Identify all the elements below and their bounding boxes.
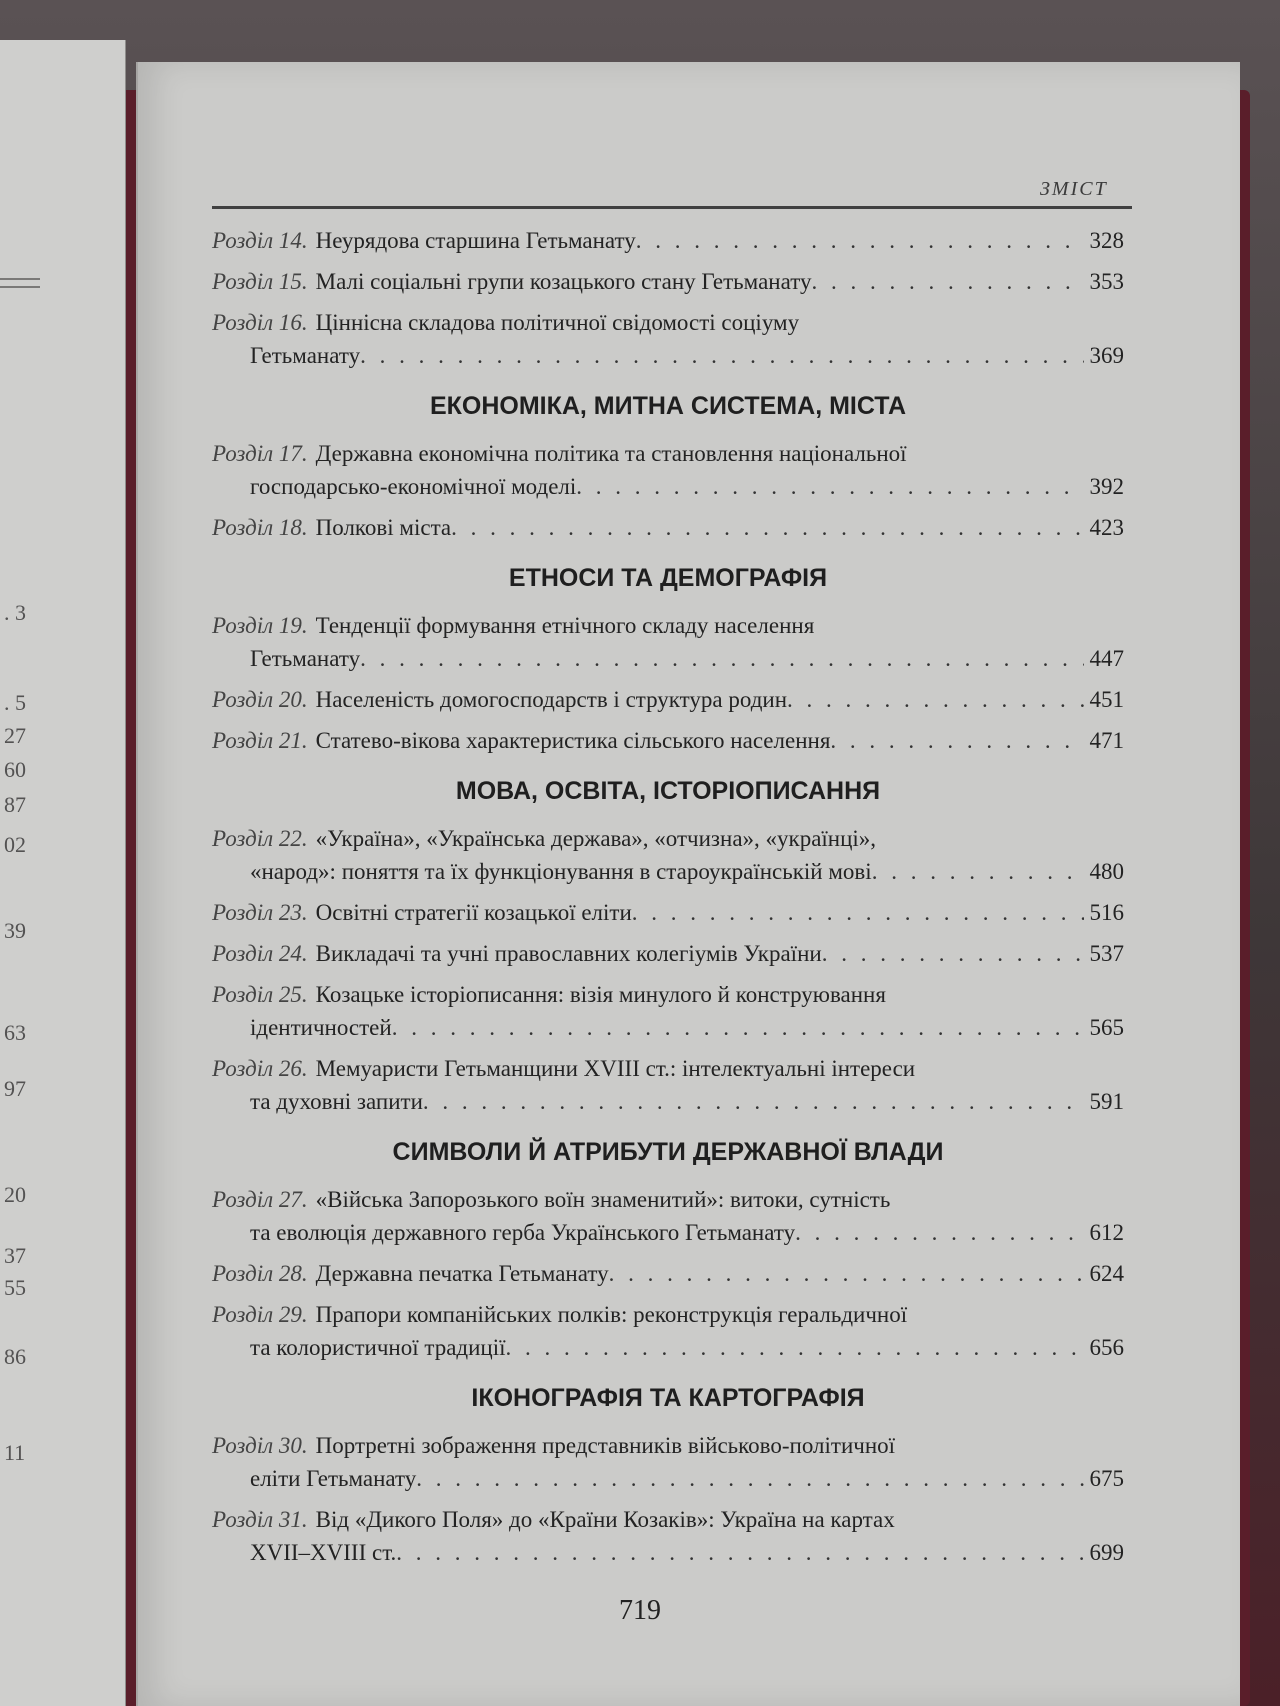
chapter-label: Розділ 28. [212, 1261, 308, 1286]
chapter-page-number: 656 [1089, 1335, 1124, 1360]
chapter-title: Державна економічна політика та становлення національної [315, 441, 907, 466]
dot-leader [632, 896, 1084, 929]
left-page-rule [0, 278, 40, 280]
toc-entry-line [212, 1298, 1124, 1331]
section-heading: СИМВОЛИ Й АТРИБУТИ ДЕРЖАВНОЇ ВЛАДИ [392, 1138, 944, 1166]
section-heading: ЕТНОСИ ТА ДЕМОГРАФІЯ [508, 564, 828, 592]
chapter-title: Прапори компанійських полків: реконструкція геральдичної [315, 1302, 908, 1327]
chapter-page-number: 369 [1089, 343, 1124, 368]
toc-entry-line [212, 683, 1124, 716]
chapter-page-number: 451 [1089, 687, 1124, 712]
toc-entry-line [212, 896, 1124, 929]
toc-entry [212, 896, 1124, 929]
dot-leader [872, 855, 1084, 888]
dot-leader [830, 724, 1083, 757]
chapter-page-number: 675 [1089, 1466, 1124, 1491]
left-page-number: 39 [4, 918, 26, 943]
left-page-number: 27 [4, 723, 26, 748]
left-page-number: 97 [4, 1076, 26, 1101]
chapter-label: Розділ 19. [212, 613, 308, 638]
left-page-number: 02 [4, 832, 26, 857]
toc-entry-line [212, 511, 1124, 544]
toc-entry [212, 937, 1124, 970]
dot-leader [787, 683, 1083, 716]
toc-entry [212, 306, 1124, 372]
running-head: ЗМІСТ [1040, 178, 1108, 200]
toc-entry-line [212, 1462, 1124, 1495]
chapter-title: Від «Дикого Поля» до «Країни Козаків»: Україна на картах [315, 1507, 895, 1532]
toc-entry-line [212, 822, 1124, 855]
toc-entry-line [212, 339, 1124, 372]
chapter-page-number: 353 [1089, 269, 1124, 294]
toc-entry-line [212, 1503, 1124, 1536]
chapter-title: Портретні зображення представників військово-політичної [315, 1433, 896, 1458]
chapter-label: Розділ 25. [212, 982, 308, 1007]
toc-entry-line [212, 1052, 1124, 1085]
chapter-title: Мемуаристи Гетьманщини XVIII ст.: інтелектуальні інтереси [315, 1056, 916, 1081]
section-heading: МОВА, ОСВІТА, ІСТОРІОПИСАННЯ [455, 777, 881, 805]
toc-entry [212, 683, 1124, 716]
section-heading: ЕКОНОМІКА, МИТНА СИСТЕМА, МІСТА [429, 392, 907, 420]
dot-leader [360, 339, 1083, 372]
dot-leader [795, 1216, 1083, 1249]
left-page-number: . 3 [4, 600, 26, 625]
dot-leader [396, 1536, 1083, 1569]
chapter-title: Гетьманату [250, 343, 361, 368]
toc-entry-line [212, 1429, 1124, 1462]
toc-entry-line [212, 609, 1124, 642]
chapter-title: Ціннісна складова політичної свідомості соціуму [315, 310, 800, 335]
dot-leader [451, 511, 1083, 544]
chapter-title: еліти Гетьманату [250, 1466, 417, 1491]
chapter-page-number: 392 [1089, 474, 1124, 499]
chapter-label: Розділ 26. [212, 1056, 308, 1081]
section-heading: ІКОНОГРАФІЯ ТА КАРТОГРАФІЯ [471, 1384, 865, 1412]
toc-entry-line [212, 855, 1124, 888]
toc-entry [212, 437, 1124, 503]
chapter-page-number: 591 [1089, 1089, 1124, 1114]
header-rule [212, 206, 1132, 209]
chapter-title: Державна печатка Гетьманату [315, 1261, 609, 1286]
chapter-page-number: 480 [1089, 859, 1124, 884]
dot-leader [506, 1331, 1084, 1364]
chapter-title: «Україна», «Українська держава», «отчизна», «українці», [315, 826, 877, 851]
chapter-title: XVII–XVIII ст. [250, 1540, 397, 1565]
toc-entry [212, 724, 1124, 757]
dot-leader [392, 1011, 1084, 1044]
left-page-number: 11 [4, 1440, 26, 1465]
chapter-title: та духовні запити [250, 1089, 423, 1114]
toc-entry-line [212, 265, 1124, 298]
toc-entry-line [212, 724, 1124, 757]
page-number: 719 [619, 1595, 661, 1626]
toc-entry [212, 224, 1124, 257]
chapter-title: Тенденції формування етнічного складу населення [315, 613, 815, 638]
dot-leader [609, 1257, 1084, 1290]
left-page [0, 40, 126, 1706]
left-page-number: 60 [4, 757, 26, 782]
toc-entry [212, 511, 1124, 544]
chapter-page-number: 699 [1089, 1540, 1124, 1565]
toc-entry-line [212, 937, 1124, 970]
left-page-number: 63 [4, 1020, 26, 1045]
chapter-title: «народ»: поняття та їх функціонування в староукраїнській мові [250, 859, 872, 884]
chapter-title: «Війська Запорозького воїн знаменитий»: витоки, сутність [315, 1187, 891, 1212]
chapter-title: ідентичностей [250, 1015, 392, 1040]
toc-entry [212, 1503, 1124, 1569]
chapter-label: Розділ 17. [212, 441, 308, 466]
chapter-label: Розділ 18. [212, 515, 308, 540]
toc-entry-line [212, 978, 1124, 1011]
left-page-rule [0, 286, 40, 288]
toc-entry [212, 1183, 1124, 1249]
chapter-title: Статево-вікова характеристика сільського населення [315, 728, 831, 753]
chapter-page-number: 328 [1089, 228, 1124, 253]
chapter-title: Освітні стратегії козацької еліти [315, 900, 632, 925]
toc-entry [212, 822, 1124, 888]
chapter-label: Розділ 21. [212, 728, 308, 753]
toc-entry [212, 1298, 1124, 1364]
toc-entry-line [212, 224, 1124, 257]
chapter-label: Розділ 15. [212, 269, 308, 294]
dot-leader [636, 224, 1084, 257]
chapter-label: Розділ 24. [212, 941, 308, 966]
toc-entry-line [212, 1011, 1124, 1044]
chapter-title: та колористичної традиції [250, 1335, 506, 1360]
dot-leader [423, 1085, 1084, 1118]
left-page-number: 37 [4, 1243, 26, 1268]
left-page-number: 87 [4, 792, 26, 817]
chapter-label: Розділ 27. [212, 1187, 308, 1212]
left-page-number: 55 [4, 1275, 26, 1300]
chapter-page-number: 447 [1089, 646, 1124, 671]
dot-leader [360, 642, 1083, 675]
toc-entry [212, 1257, 1124, 1290]
chapter-title: господарсько-економічної моделі [250, 474, 577, 499]
chapter-page-number: 516 [1089, 900, 1124, 925]
chapter-title: Неурядова старшина Гетьманату [315, 228, 636, 253]
toc-entry-line [212, 1216, 1124, 1249]
toc-entry-line [212, 437, 1124, 470]
left-page-number: 86 [4, 1344, 26, 1369]
left-page-number: 20 [4, 1182, 26, 1207]
toc-entry [212, 1429, 1124, 1495]
toc-entry-line [212, 1331, 1124, 1364]
chapter-label: Розділ 29. [212, 1302, 308, 1327]
chapter-label: Розділ 31. [212, 1507, 308, 1532]
chapter-page-number: 423 [1089, 515, 1124, 540]
toc-entry-line [212, 1183, 1124, 1216]
dot-leader [822, 937, 1084, 970]
chapter-page-number: 624 [1089, 1261, 1124, 1286]
chapter-title: Козацьке історіописання: візія минулого й конструювання [315, 982, 886, 1007]
toc-entry-line [212, 642, 1124, 675]
toc-entry [212, 265, 1124, 298]
chapter-title: Полкові міста [315, 515, 452, 540]
dot-leader [576, 470, 1083, 503]
toc-entry-line [212, 1085, 1124, 1118]
toc-entry [212, 1052, 1124, 1118]
chapter-page-number: 565 [1089, 1015, 1124, 1040]
toc-entry-line [212, 1257, 1124, 1290]
chapter-label: Розділ 16. [212, 310, 308, 335]
dot-leader [811, 265, 1083, 298]
chapter-page-number: 537 [1089, 941, 1124, 966]
chapter-page-number: 471 [1089, 728, 1124, 753]
toc-entry-line [212, 470, 1124, 503]
chapter-title: Викладачі та учні православних колегіумів України [315, 941, 822, 966]
chapter-label: Розділ 30. [212, 1433, 308, 1458]
chapter-label: Розділ 14. [212, 228, 308, 253]
chapter-page-number: 612 [1089, 1220, 1124, 1245]
chapter-title: Гетьманату [250, 646, 361, 671]
chapter-label: Розділ 22. [212, 826, 308, 851]
left-page-number: . 5 [4, 690, 26, 715]
chapter-label: Розділ 23. [212, 900, 308, 925]
chapter-title: та еволюція державного герба Українського Гетьманату [250, 1220, 796, 1245]
toc-entry-line [212, 306, 1124, 339]
chapter-label: Розділ 20. [212, 687, 308, 712]
toc-entry [212, 978, 1124, 1044]
toc-entry-line [212, 1536, 1124, 1569]
chapter-title: Малі соціальні групи козацького стану Гетьманату [315, 269, 812, 294]
chapter-title: Населеність домогосподарств і структура родин [315, 687, 788, 712]
toc-entry [212, 609, 1124, 675]
dot-leader [416, 1462, 1083, 1495]
table-of-contents [212, 224, 1124, 1577]
